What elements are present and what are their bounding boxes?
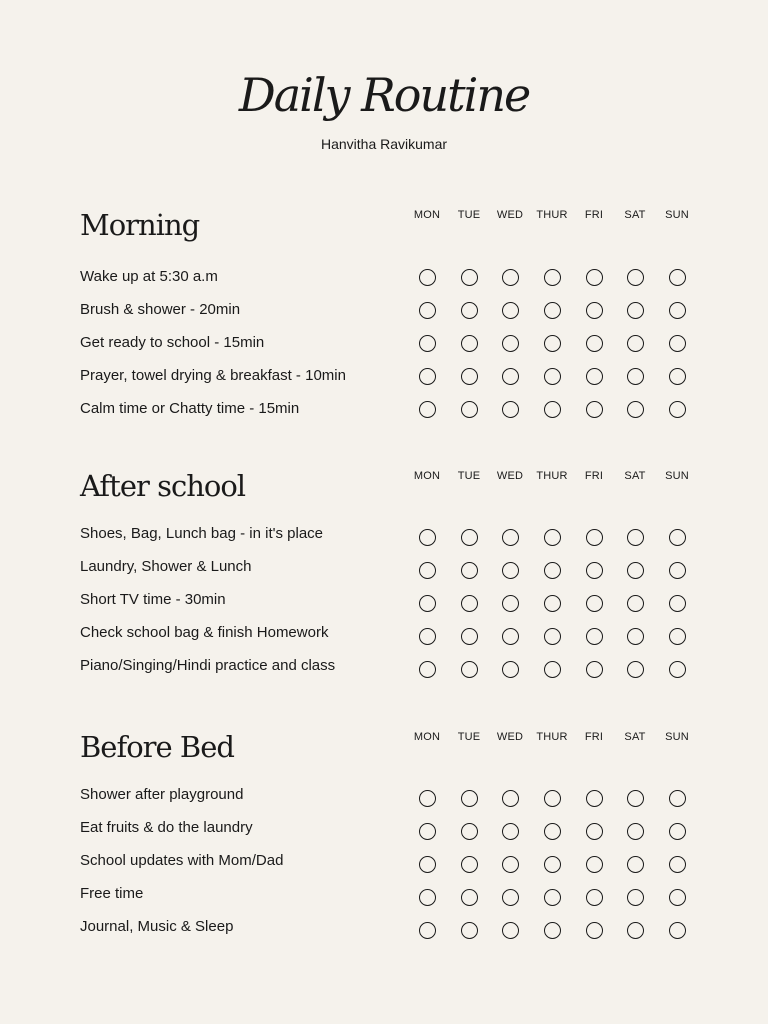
checkbox-mon[interactable] — [419, 889, 436, 906]
weekday-header — [0, 210, 768, 224]
checkbox-sun[interactable] — [669, 790, 686, 807]
task-row — [0, 526, 768, 559]
checkbox-mon[interactable] — [419, 823, 436, 840]
checkbox-sat[interactable] — [627, 302, 644, 319]
checkbox-wed[interactable] — [502, 922, 519, 939]
checkbox-wed[interactable] — [502, 335, 519, 352]
checkbox-sun[interactable] — [669, 269, 686, 286]
checkbox-fri[interactable] — [586, 335, 603, 352]
weekday-label-thur: THUR — [536, 470, 568, 482]
task-label: Prayer, towel drying & breakfast - 10min — [80, 367, 346, 384]
checkbox-fri[interactable] — [586, 562, 603, 579]
weekday-label-sun: SUN — [665, 731, 689, 743]
checkbox-mon[interactable] — [419, 922, 436, 939]
page-title: Daily Routine — [238, 68, 530, 122]
task-label: School updates with Mom/Dad — [80, 852, 284, 869]
checkbox-tue[interactable] — [461, 562, 478, 579]
task-row — [0, 368, 768, 401]
task-row — [0, 559, 768, 592]
section-title: Morning — [80, 208, 200, 242]
weekday-label-sat: SAT — [624, 731, 646, 743]
task-row — [0, 269, 768, 302]
checkbox-sat[interactable] — [627, 595, 644, 612]
task-row — [0, 886, 768, 919]
task-label: Piano/Singing/Hindi practice and class — [80, 657, 336, 674]
checkbox-sat[interactable] — [627, 368, 644, 385]
checkbox-sat[interactable] — [627, 856, 644, 873]
checkbox-wed[interactable] — [502, 823, 519, 840]
task-label: Shoes, Bag, Lunch bag - in it's place — [80, 525, 324, 542]
task-label: Wake up at 5:30 a.m — [80, 268, 218, 285]
checkbox-tue[interactable] — [461, 922, 478, 939]
task-row — [0, 302, 768, 335]
checkbox-fri[interactable] — [586, 401, 603, 418]
checkbox-fri[interactable] — [586, 661, 603, 678]
checkbox-thur[interactable] — [544, 628, 561, 645]
checkbox-tue[interactable] — [461, 790, 478, 807]
weekday-label-mon: MON — [413, 470, 441, 482]
weekday-label-thur: THUR — [536, 731, 568, 743]
weekday-label-mon: MON — [413, 209, 441, 221]
checkbox-tue[interactable] — [461, 529, 478, 546]
checkbox-sat[interactable] — [627, 922, 644, 939]
checkbox-thur[interactable] — [544, 335, 561, 352]
checkbox-sat[interactable] — [627, 790, 644, 807]
checkbox-sat[interactable] — [627, 628, 644, 645]
task-row — [0, 820, 768, 853]
checkbox-wed[interactable] — [502, 562, 519, 579]
task-label: Check school bag & finish Homework — [80, 624, 329, 641]
checkbox-fri[interactable] — [586, 368, 603, 385]
checkbox-thur[interactable] — [544, 889, 561, 906]
checkbox-thur[interactable] — [544, 856, 561, 873]
checkbox-thur[interactable] — [544, 269, 561, 286]
checkbox-mon[interactable] — [419, 302, 436, 319]
weekday-label-tue: TUE — [457, 209, 481, 221]
task-row — [0, 919, 768, 952]
section-title: After school — [80, 469, 246, 503]
task-label: Free time — [80, 885, 144, 902]
task-row — [0, 401, 768, 434]
checkbox-sun[interactable] — [669, 823, 686, 840]
task-label: Journal, Music & Sleep — [80, 918, 234, 935]
checkbox-fri[interactable] — [586, 269, 603, 286]
checkbox-thur[interactable] — [544, 790, 561, 807]
task-label: Calm time or Chatty time - 15min — [80, 400, 300, 417]
task-row — [0, 787, 768, 820]
weekday-label-sun: SUN — [665, 209, 689, 221]
checkbox-fri[interactable] — [586, 790, 603, 807]
checkbox-mon[interactable] — [419, 269, 436, 286]
checkbox-mon[interactable] — [419, 335, 436, 352]
weekday-label-wed: WED — [496, 209, 524, 221]
weekday-label-sat: SAT — [624, 470, 646, 482]
weekday-label-tue: TUE — [457, 470, 481, 482]
checkbox-wed[interactable] — [502, 368, 519, 385]
task-label: Laundry, Shower & Lunch — [80, 558, 252, 575]
checkbox-sun[interactable] — [669, 856, 686, 873]
checkbox-tue[interactable] — [461, 889, 478, 906]
weekday-header — [0, 732, 768, 746]
checkbox-thur[interactable] — [544, 562, 561, 579]
checkbox-tue[interactable] — [461, 628, 478, 645]
task-row — [0, 658, 768, 691]
checkbox-thur[interactable] — [544, 401, 561, 418]
checkbox-sun[interactable] — [669, 595, 686, 612]
checkbox-tue[interactable] — [461, 595, 478, 612]
task-label: Get ready to school - 15min — [80, 334, 265, 351]
checkbox-wed[interactable] — [502, 661, 519, 678]
checkbox-sun[interactable] — [669, 529, 686, 546]
checkbox-thur[interactable] — [544, 529, 561, 546]
checkbox-sun[interactable] — [669, 401, 686, 418]
owner-name: Hanvitha Ravikumar — [320, 136, 448, 152]
weekday-label-wed: WED — [496, 731, 524, 743]
checkbox-sun[interactable] — [669, 562, 686, 579]
checkbox-sun[interactable] — [669, 628, 686, 645]
checkbox-tue[interactable] — [461, 269, 478, 286]
checkbox-tue[interactable] — [461, 335, 478, 352]
checkbox-sat[interactable] — [627, 401, 644, 418]
weekday-label-tue: TUE — [457, 731, 481, 743]
weekday-label-sat: SAT — [624, 209, 646, 221]
checkbox-mon[interactable] — [419, 368, 436, 385]
checkbox-sun[interactable] — [669, 335, 686, 352]
checkbox-fri[interactable] — [586, 302, 603, 319]
checkbox-thur[interactable] — [544, 661, 561, 678]
checkbox-tue[interactable] — [461, 856, 478, 873]
checkbox-fri[interactable] — [586, 595, 603, 612]
checkbox-mon[interactable] — [419, 595, 436, 612]
checkbox-sun[interactable] — [669, 302, 686, 319]
checkbox-sat[interactable] — [627, 529, 644, 546]
checkbox-sat[interactable] — [627, 823, 644, 840]
checkbox-tue[interactable] — [461, 401, 478, 418]
checkbox-wed[interactable] — [502, 790, 519, 807]
weekday-label-mon: MON — [413, 731, 441, 743]
weekday-label-fri: FRI — [584, 209, 604, 221]
task-row — [0, 592, 768, 625]
weekday-label-fri: FRI — [584, 731, 604, 743]
checkbox-tue[interactable] — [461, 302, 478, 319]
task-label: Shower after playground — [80, 786, 244, 803]
weekday-header — [0, 471, 768, 485]
checkbox-sun[interactable] — [669, 661, 686, 678]
weekday-label-fri: FRI — [584, 470, 604, 482]
checkbox-wed[interactable] — [502, 302, 519, 319]
checkbox-mon[interactable] — [419, 562, 436, 579]
checkbox-thur[interactable] — [544, 595, 561, 612]
task-label: Eat fruits & do the laundry — [80, 819, 253, 836]
checkbox-wed[interactable] — [502, 628, 519, 645]
task-row — [0, 625, 768, 658]
checkbox-sat[interactable] — [627, 335, 644, 352]
task-row — [0, 853, 768, 886]
checkbox-wed[interactable] — [502, 401, 519, 418]
checkbox-wed[interactable] — [502, 595, 519, 612]
checkbox-thur[interactable] — [544, 368, 561, 385]
checkbox-mon[interactable] — [419, 529, 436, 546]
checkbox-fri[interactable] — [586, 922, 603, 939]
checkbox-tue[interactable] — [461, 661, 478, 678]
checkbox-fri[interactable] — [586, 856, 603, 873]
checkbox-sat[interactable] — [627, 889, 644, 906]
checkbox-mon[interactable] — [419, 790, 436, 807]
checkbox-wed[interactable] — [502, 889, 519, 906]
checkbox-sat[interactable] — [627, 269, 644, 286]
checkbox-mon[interactable] — [419, 401, 436, 418]
task-row — [0, 335, 768, 368]
checkbox-sun[interactable] — [669, 922, 686, 939]
checkbox-wed[interactable] — [502, 529, 519, 546]
checkbox-mon[interactable] — [419, 628, 436, 645]
checkbox-fri[interactable] — [586, 628, 603, 645]
checkbox-tue[interactable] — [461, 823, 478, 840]
checkbox-tue[interactable] — [461, 368, 478, 385]
weekday-label-sun: SUN — [665, 470, 689, 482]
checkbox-sun[interactable] — [669, 889, 686, 906]
task-label: Short TV time - 30min — [80, 591, 226, 608]
checkbox-sun[interactable] — [669, 368, 686, 385]
checkbox-fri[interactable] — [586, 889, 603, 906]
checkbox-fri[interactable] — [586, 823, 603, 840]
checkbox-thur[interactable] — [544, 302, 561, 319]
checkbox-sat[interactable] — [627, 562, 644, 579]
checkbox-thur[interactable] — [544, 823, 561, 840]
checkbox-fri[interactable] — [586, 529, 603, 546]
checkbox-thur[interactable] — [544, 922, 561, 939]
weekday-label-wed: WED — [496, 470, 524, 482]
checkbox-wed[interactable] — [502, 269, 519, 286]
section-title: Before Bed — [80, 730, 234, 764]
checkbox-mon[interactable] — [419, 856, 436, 873]
checkbox-mon[interactable] — [419, 661, 436, 678]
checkbox-sat[interactable] — [627, 661, 644, 678]
checkbox-wed[interactable] — [502, 856, 519, 873]
weekday-label-thur: THUR — [536, 209, 568, 221]
task-label: Brush & shower - 20min — [80, 301, 241, 318]
